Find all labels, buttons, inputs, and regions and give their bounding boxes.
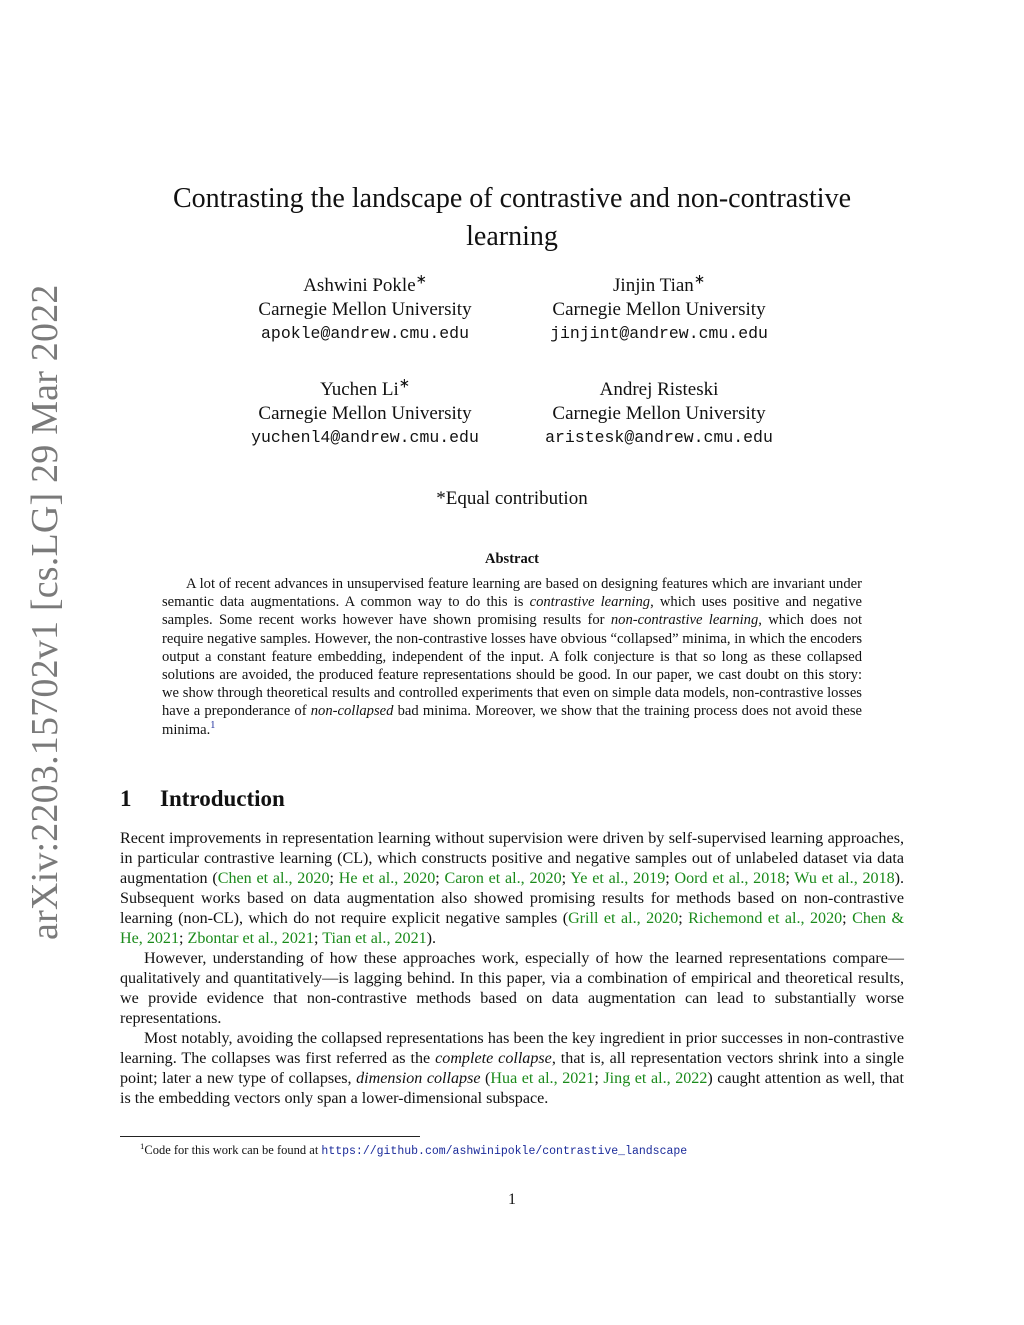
author-name: Jinjin Tian∗ — [613, 271, 705, 296]
author-email[interactable]: aristesk@andrew.cmu.edu — [545, 428, 773, 447]
citation-link[interactable]: Chen et al., 2020 — [217, 870, 330, 887]
author-email[interactable]: jinjint@andrew.cmu.edu — [550, 324, 768, 343]
citation-link[interactable]: Hua et al., 2021 — [490, 1070, 595, 1087]
page-number: 1 — [508, 1191, 516, 1208]
citation-link[interactable]: Tian et al., 2021 — [322, 930, 427, 947]
arxiv-identifier-stamp: arXiv:2203.15702v1 [cs.LG] 29 Mar 2022 — [24, 284, 66, 940]
footnote-link[interactable]: 1 — [210, 719, 216, 731]
author-name: Andrej Risteski — [599, 379, 719, 400]
footnote: $^1$Code for this work can be found at https://github.com/ashwinipokle/contrastive_landscape — [140, 1140, 688, 1158]
paragraph: Recent improvements in representation learning without supervision were driven by self-supervised learning approaches, in particular contrastive learning (CL), which constructs positive and negative samples out of unlabeled dataset via data augmentation (Chen et al., 2020; He et al., 2020; Caron et al., 2020; Ye et al., 2019; Oord et al., 2018; Wu et al., 2018). Subsequent works based on data augmentation also showed promising results for methods based on non-contrastive learning (non-CL), which do not require explicit negative samples (Grill et al., 2020; Richemond et al., 2020; Chen & He, 2021; Zbontar et al., 2021; Tian et al., 2021). — [120, 830, 905, 947]
citation-link[interactable]: Wu et al., 2018 — [794, 870, 895, 887]
author-affiliation: Carnegie Mellon University — [552, 403, 766, 424]
paper-title — [140, 180, 884, 256]
citation-link[interactable]: Jing et al., 2022 — [603, 1070, 708, 1087]
author-name: Ashwini Pokle∗ — [303, 271, 427, 296]
author-name: Yuchen Li∗ — [320, 375, 410, 400]
footnote-mark: 1 — [140, 1140, 145, 1151]
author-block — [215, 271, 515, 346]
author-email[interactable]: yuchenl4@andrew.cmu.edu — [251, 428, 479, 447]
title-line-1: Contrasting the landscape of contrastive and non-contrastive — [172, 183, 851, 214]
title-line-2: learning — [466, 221, 558, 252]
citation-link[interactable]: Caron et al., 2020 — [444, 870, 562, 887]
citation-link[interactable]: Zbontar et al., 2021 — [187, 930, 314, 947]
citation-link[interactable]: He et al., 2020 — [338, 870, 436, 887]
section-heading — [120, 786, 520, 812]
author-block — [509, 378, 809, 450]
citation-link[interactable]: Chen & He, 2021 — [120, 910, 905, 947]
author-affiliation: Carnegie Mellon University — [258, 299, 472, 320]
citation-link[interactable]: Grill et al., 2020 — [568, 910, 679, 927]
equal-contribution-note: *Equal contribution — [436, 488, 588, 509]
abstract-body: A lot of recent advances in unsupervised feature learning are based on designing features which are invariant under semantic data augmentations. A common way to do this is contrastive learning, which uses positive and negative samples. Some recent works however have shown promising results for non-contrastive learning, which does not require negative samples. However, the non-contrastive losses have obvious “collapsed” minima, in which the encoders output a constant feature embedding, independent of the input. A folk conjecture is that so long as these collapsed solutions are avoided, the produced feature representations should be good. In our paper, we cast doubt on this story: we show through theoretical results and controlled experiments that even on simple data models, non-contrastive losses have a preponderance of non-collapsed bad minima. Moreover, we show that the training process does not avoid these minima.$^1$ — [162, 576, 863, 738]
abstract-heading: Abstract — [485, 551, 539, 567]
author-affiliation: Carnegie Mellon University — [552, 299, 766, 320]
author-affiliation: Carnegie Mellon University — [258, 403, 472, 424]
author-block — [215, 375, 515, 450]
citation-link[interactable]: Oord et al., 2018 — [674, 870, 786, 887]
section-number: 1 — [120, 786, 132, 811]
introduction-body — [120, 829, 904, 1109]
author-email[interactable]: apokle@andrew.cmu.edu — [261, 324, 469, 343]
author-block — [509, 271, 809, 346]
section-title: Introduction — [160, 786, 285, 811]
citation-link[interactable]: Ye et al., 2019 — [570, 870, 666, 887]
code-repository-link[interactable]: https://github.com/ashwinipokle/contrastive_landscape — [321, 1145, 688, 1158]
paragraph: Most notably, avoiding the collapsed representations has been the key ingredient in prior successes in non-contrastive learning. The collapses was first referred as the complete collapse, that is, all representation vectors shrink into a single point; later a new type of collapses, dimension collapse (Hua et al., 2021; Jing et al., 2022) caught attention as well, that is the embedding vectors only span a lower-dimensional subspace. — [120, 1030, 905, 1107]
citation-link[interactable]: Richemond et al., 2020 — [688, 910, 843, 927]
paragraph: However, understanding of how these approaches work, especially of how the learned representations compare—qualitatively and quantitatively—is lagging behind. In this paper, via a combination of empirical and theoretical results, we provide evidence that non-contrastive methods based on data augmentation can lead to substantially worse representations. — [120, 950, 904, 1027]
footnote-divider — [120, 1136, 420, 1137]
